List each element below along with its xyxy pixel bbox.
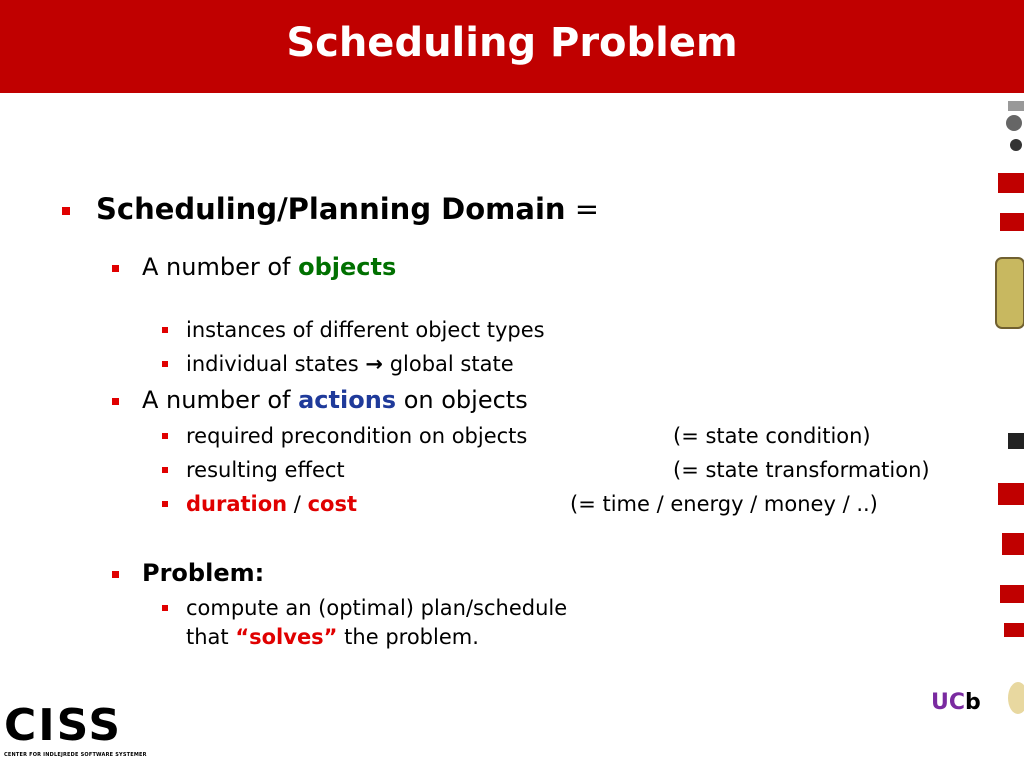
bullet — [112, 398, 119, 405]
ucb-logo-b: b — [965, 690, 981, 715]
arrow-right-icon: → — [365, 352, 384, 376]
actions-prefix: A number of — [142, 386, 299, 414]
ciss-logo-text: CISS — [4, 700, 123, 751]
objects-sub-text: individual states — [186, 352, 366, 376]
actions-keyword: actions — [298, 386, 397, 414]
domain-heading — [96, 192, 599, 226]
bullet — [162, 327, 168, 333]
objects-sub-item — [186, 352, 514, 376]
ucb-logo — [931, 690, 981, 715]
problem-sub-line: compute an (optimal) plan/schedule — [186, 596, 568, 620]
decorative-image — [1004, 678, 1024, 718]
bullet — [162, 605, 168, 611]
problem-sub-text: that — [186, 625, 236, 649]
bullet — [162, 361, 168, 367]
actions-item — [142, 386, 528, 414]
slide-title: Scheduling Problem — [286, 19, 738, 66]
action-sub-item: resulting effect — [186, 458, 345, 482]
objects-prefix: A number of — [142, 253, 299, 281]
title-bar — [0, 0, 1024, 93]
bullet — [112, 265, 119, 272]
problem-label: Problem: — [142, 559, 265, 587]
domain-label: Scheduling/Planning Domain — [96, 192, 566, 226]
duration-keyword: duration — [186, 492, 288, 516]
ciss-logo — [4, 700, 122, 751]
problem-sub-text: the problem. — [337, 625, 479, 649]
action-sub-note: (= state condition) — [673, 424, 871, 448]
objects-item — [142, 253, 396, 281]
action-sub-note: (= time / energy / money / ..) — [570, 492, 878, 516]
objects-sub-text: global state — [383, 352, 514, 376]
action-sub-item — [186, 492, 357, 516]
solves-keyword: “solves” — [235, 625, 338, 649]
bullet — [162, 467, 168, 473]
bullet — [162, 433, 168, 439]
bullet — [162, 501, 168, 507]
decorative-images — [994, 93, 1024, 653]
decorative-strip — [994, 93, 1024, 653]
objects-keyword: objects — [298, 253, 397, 281]
objects-sub-item: instances of different object types — [186, 318, 545, 342]
actions-suffix: on objects — [396, 386, 528, 414]
problem-sub-line — [186, 625, 479, 649]
bullet — [112, 571, 119, 578]
bullet — [62, 207, 70, 215]
action-sub-note: (= state transformation) — [673, 458, 930, 482]
ucb-logo-uc: UC — [931, 690, 966, 715]
domain-eq: = — [565, 192, 600, 226]
ciss-logo-subtitle: CENTER FOR INDLEJREDE SOFTWARE SYSTEMER — [4, 752, 147, 758]
action-sub-item: required precondition on objects — [186, 424, 528, 448]
separator: / — [287, 492, 308, 516]
cost-keyword: cost — [307, 492, 357, 516]
